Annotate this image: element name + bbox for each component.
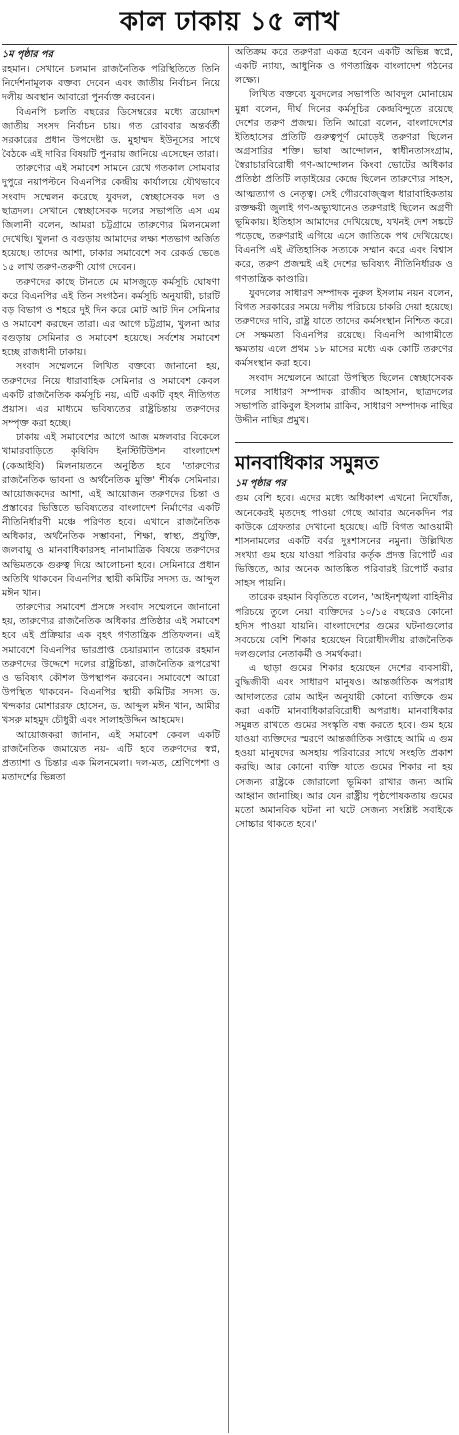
paragraph: তারুণ্যের এই সমাবেশ সামনে রেখে গতকাল সোমবার দুপুরে নয়াপল্টনে বিএনপির কেন্দ্রীয় কার্যালয়ে যৌথভাবে সংবাদ সম্মেলন করেছে যুবদল, স্বেচ্ছাসেবক দল ও ছাত্রদল। সেখানে স্বেচ্ছাসেবক দলের সভাপতি এস এম জিলানী বলেন, আমরা চট্টগ্রামে তারুণ্যের মিলনমেলা দেখেছি। খুলনা ও বগুড়ায় আমাদের লক্ষ্য শতভাগ অর্জিত হয়েছে। তাদের আশা, ঢাকার সমাবেশে সব রেকর্ড ভেঙে ১৫ লাখ তরুণ-তরুণী যোগ দেবেন।: [2, 163, 220, 274]
continued-from-label: ১ম পৃষ্ঠার পর: [2, 49, 53, 60]
article2-headline: মানবাধিকার সমুন্নত: [235, 442, 453, 475]
paragraph: সংবাদ সম্মেলনে আরো উপস্থিত ছিলেন স্বেচ্ছাসেবক দলের সাধারণ সম্পাদক রাজীব আহসান, ছাত্রদলের সভাপতি রাকিবুল ইসলাম রাকিব, সাধারণ সম্পাদক নাছির উদ্দীন নাছির প্রমুখ।: [235, 372, 453, 427]
column-divider: [228, 46, 229, 1433]
headline-rule: [2, 44, 457, 45]
page-headline: কাল ঢাকায় ১৫ লাখ: [119, 7, 340, 37]
paragraph: লিখিত বক্তব্যে যুবদলের সভাপতি আবদুল মোনায়েম মুন্না বলেন, দীর্ঘ দিনের কর্মসূচির কেন্দ্রবিন্দুতে রয়েছে দেশের তরুণ প্রজন্ম। তিনি আরো বলেন, বাংলাদেশের ইতিহাসের প্রতিটি গুরুত্বপূর্ণ মোড়েই তরুণরা ছিলেন অগ্রসারির শক্তি। ভাষা আন্দোলন, স্বাধীনতাসংগ্রাম, স্বৈরাচারবিরোধী গণ-আন্দোলন কিংবা ভোটের অধিকার প্রতিষ্ঠা প্রতিটি লড়াইয়ের কেন্দ্রে ছিলেন তারুণ্যের সাহস, আত্মত্যাগ ও নেতৃত্ব। সেই গৌরবোজ্জ্বল ধারাবাহিকতায় রক্তক্ষয়ী জুলাই গণ-অভ্যুত্থানেও তরুণরাই ছিলেন অগ্রণী ভূমিকায়। ইতিহাস আমাদের দেখিয়েছে, যখনই দেশ সঙ্কটে পড়েছে, তরুণরাই এগিয়ে এসে জাতিকে পথ দেখিয়েছে। বিএনপি এই ঐতিহাসিক সত্যকে সম্মান করে এবং বিশ্বাস করে, তরুণ প্রজন্মই এই দেশের ভবিষ্যৎ নীতিনির্ধারক ও গণতান্ত্রিক কাণ্ডারি।: [235, 89, 453, 285]
paragraph: যুবদলের সাধারণ সম্পাদক নুরুল ইসলাম নয়ন বলেন, বিগত সরকারের সময়ে দলীয় পরিচয়ে চাকরি দেয়া হয়েছে। তরুণদের দাবি, রাষ্ট্র যাতে তাদের কর্মসংস্থান নিশ্চিত করে। সে সক্ষমতা বিএনপির রয়েছে। বিএনপি আগামীতে ক্ষমতায় এলে প্রথম ১৮ মাসের মধ্যে এক কোটি তরুণের কর্মসংস্থান করা হবে।: [235, 287, 453, 370]
continued-from-label-2: ১ম পৃষ্ঠার পর: [235, 478, 286, 490]
paragraph: অতিক্রম করে তরুণরা একত্র হবেন একটি অভিন্ন স্বপ্নে, একটি ন্যায্য, আধুনিক ও গণতান্ত্রিক বাংলাদেশ গঠনের লক্ষ্যে।: [235, 47, 453, 87]
paragraph: রহমান। সেখানে চলমান রাজনৈতিক পরিস্থিতিতে তিনি নির্দেশনামূলক বক্তব্য দেবেন এবং জাতীয় নির্বাচন নিয়ে দলীয় অবস্থান আবারো পুনর্ব্যক্ত করবেন।: [2, 64, 220, 104]
left-column: [2, 48, 220, 785]
paragraph: বিএনপি চলতি বছরের ডিসেম্বরের মধ্যে ত্রয়োদশ জাতীয় সংসদ নির্বাচন চায়। গত রোববার অন্তর্বর্তী সরকারের প্রধান উপদেষ্টা ড. মুহাম্মদ ইউনূসের সাথে বৈঠকে এই দাবির বিষয়টি পুনরায় জানিয়ে এসেছেন তারা।: [2, 106, 220, 161]
paragraph: তারুণ্যের সমাবেশ প্রসঙ্গে সংবাদ সম্মেলনে জানানো হয়, তারুণ্যের রাজনৈতিক অধিকার প্রতিষ্ঠার এই সমাবেশ হবে এই প্রক্রিয়ার এক বৃহৎ গণতান্ত্রিক প্রতিফলন। এই সমাবেশে বিএনপির ভারপ্রাপ্ত চেয়ারম্যান তারেক রহমান তরুণদের উদ্দেশে দলের রাষ্ট্রচিন্তা, রাজনৈতিক রূপরেখা ও ভবিষ্যৎ কৌশল উপস্থাপন করবেন। সমাবেশে আরো উপস্থিত থাকবেন- বিএনপির স্থায়ী কমিটির সদস্য ড. খন্দকার মোশাররফ হোসেন, ড. আব্দুল মঈন খান, আমীর খসরু মাহমুদ চৌধুরী এবং সালাহউদ্দিন আহমেদ।: [2, 602, 220, 727]
paragraph: ঢাকায় এই সমাবেশের আগে আজ মঙ্গলবার বিকেলে খামারবাড়িতে কৃষিবিদ ইনস্টিটিউশন বাংলাদেশ (কেআইবি) মিলনায়তনে অনুষ্ঠিত হবে 'তারুণ্যের রাজনৈতিক ভাবনা ও অর্থনৈতিক মুক্তি' শীর্ষক সেমিনার। আয়োজকদের আশা, এই আয়োজন তরুণদের চিন্তা ও প্রস্তাবের ভিত্তিতে ভবিষ্যতের বাংলাদেশ নির্মাণের একটি নীতিনির্ধারণী মঞ্চে পরিণত হবে। এখানে রাজনৈতিক অধিকার, অর্থনৈতিক সম্ভাবনা, শিক্ষা, স্বাস্থ্য, প্রযুক্তি, জলবায়ু ও মানবাধিকারসহ নানামাত্রিক বিষয়ে তরুণদের অভিমতকে গুরুত্ব দিয়ে আলোচনা হবে। সেমিনারে প্রধান অতিথি থাকবেন বিএনপির স্থায়ী কমিটির সদস্য ড. আব্দুল মঈন খান।: [2, 432, 220, 599]
paragraph: তারেক রহমান বিবৃতিতে বলেন, 'আইনশৃঙ্খলা বাহিনীর পরিচয়ে তুলে নেয়া ব্যক্তিদের ১০/১৫ বছরেও কোনো হদিস পাওয়া যায়নি। বাংলাদেশের গুমের ঘটনাগুলোর সবচেয়ে বেশি শিকার হয়েছেন বিরোধীদলীয় রাজনৈতিক দলগুলোর নেতাকর্মী ও সমর্থকরা।: [235, 592, 453, 661]
paragraph: গুম বেশি হবে। এদের মধ্যে অধিকাংশ এখনো নিখোঁজ, অনেকেরই মৃতদেহ পাওয়া গেছে আবার অনেকদিন পর কাউকে গ্রেফতার দেখানো হয়েছে। এটি বিগত আওয়ামী শাসনামলের একটি বর্বর দুঃশাসনের নমুনা। উল্লিখিত সংখ্যা গুম হয়ে যাওয়া পরিবার কর্তৃক প্রদত্ত রিপোর্ট এর ভিত্তিতে, আর অনেক আতঙ্কিত পরিবারই রিপোর্ট করার সাহস পায়নি।: [235, 493, 453, 590]
paragraph: আয়োজকরা জানান, এই সমাবেশ কেবল একটি রাজনৈতিক জমায়েত নয়- এটি হবে তরুণদের স্বপ্ন, প্রত্যাশা ও চিন্তার এক মিলনমেলা। দল-মত, শ্রেণিপেশা ও মতাদর্শের ভিন্নতা: [2, 729, 220, 783]
paragraph: তরুণদের কাছে টানতে মে মাসজুড়ে কর্মসূচি ঘোষণা করে বিএনপির এই তিন সংগঠন। কর্মসূচি অনুযায়ী, চারটি বড় বিভাগ ও শহরে দুই দিন করে মোট আট দিন সেমিনার ও সমাবেশ করছেন তারা। এর আগে চট্টগ্রাম, খুলনা আর বগুড়ায় সেমিনার ও সমাবেশ হয়েছে। সর্বশেষ সমাবেশ হচ্ছে রাজধানী ঢাকায়।: [2, 276, 220, 359]
paragraph: সংবাদ সম্মেলনে লিখিত বক্তব্যে জানানো হয়, তরুণদের নিয়ে ধারাবাহিক সেমিনার ও সমাবেশ কেবল একটি রাজনৈতিক কর্মসূচি নয়, এটি একটি বৃহৎ নীতিগত প্রয়াস। এর মাধ্যমে ভবিষ্যতের রাষ্ট্রচিন্তায় তরুণদের সম্পৃক্ত করা হচ্ছে।: [2, 361, 220, 430]
paragraph: এ ছাড়া গুমের শিকার হয়েছেন দেশের ব্যবসায়ী, বুদ্ধিজীবী এবং সাধারণ মানুষও। আন্তর্জাতিক অপরাধ আদালতের রোম আইন অনুযায়ী কোনো ব্যক্তিকে গুম করা একটি মানবাধিকারবিরোধী অপরাধ। মানবাধিকার সমুন্নত রাখতে গুমের সংস্কৃতি বন্ধ করতে হবে। গুম হয়ে যাওয়া ব্যক্তিদের স্মরণে আন্তর্জাতিক সপ্তাহে আমি এ গুম হওয়া মানুষদের অসহায় পরিবারের সাথে সংহতি প্রকাশ করছি। আর কোনো ব্যক্তি যাতে গুমের শিকার না হয় সেজন্য রাষ্ট্রকে জোরালো ভূমিকা রাখার জন্য আমি আহ্বান জানাচ্ছি। আর যেন রাষ্ট্রীয় পৃষ্ঠপোষকতায় গুমের মতো অমানবিক ঘটনা না ঘটে সেজন্য সংশ্লিষ্ট সবাইকে সোচ্চার থাকতে হবে।': [235, 663, 453, 830]
right-column: [235, 46, 453, 832]
